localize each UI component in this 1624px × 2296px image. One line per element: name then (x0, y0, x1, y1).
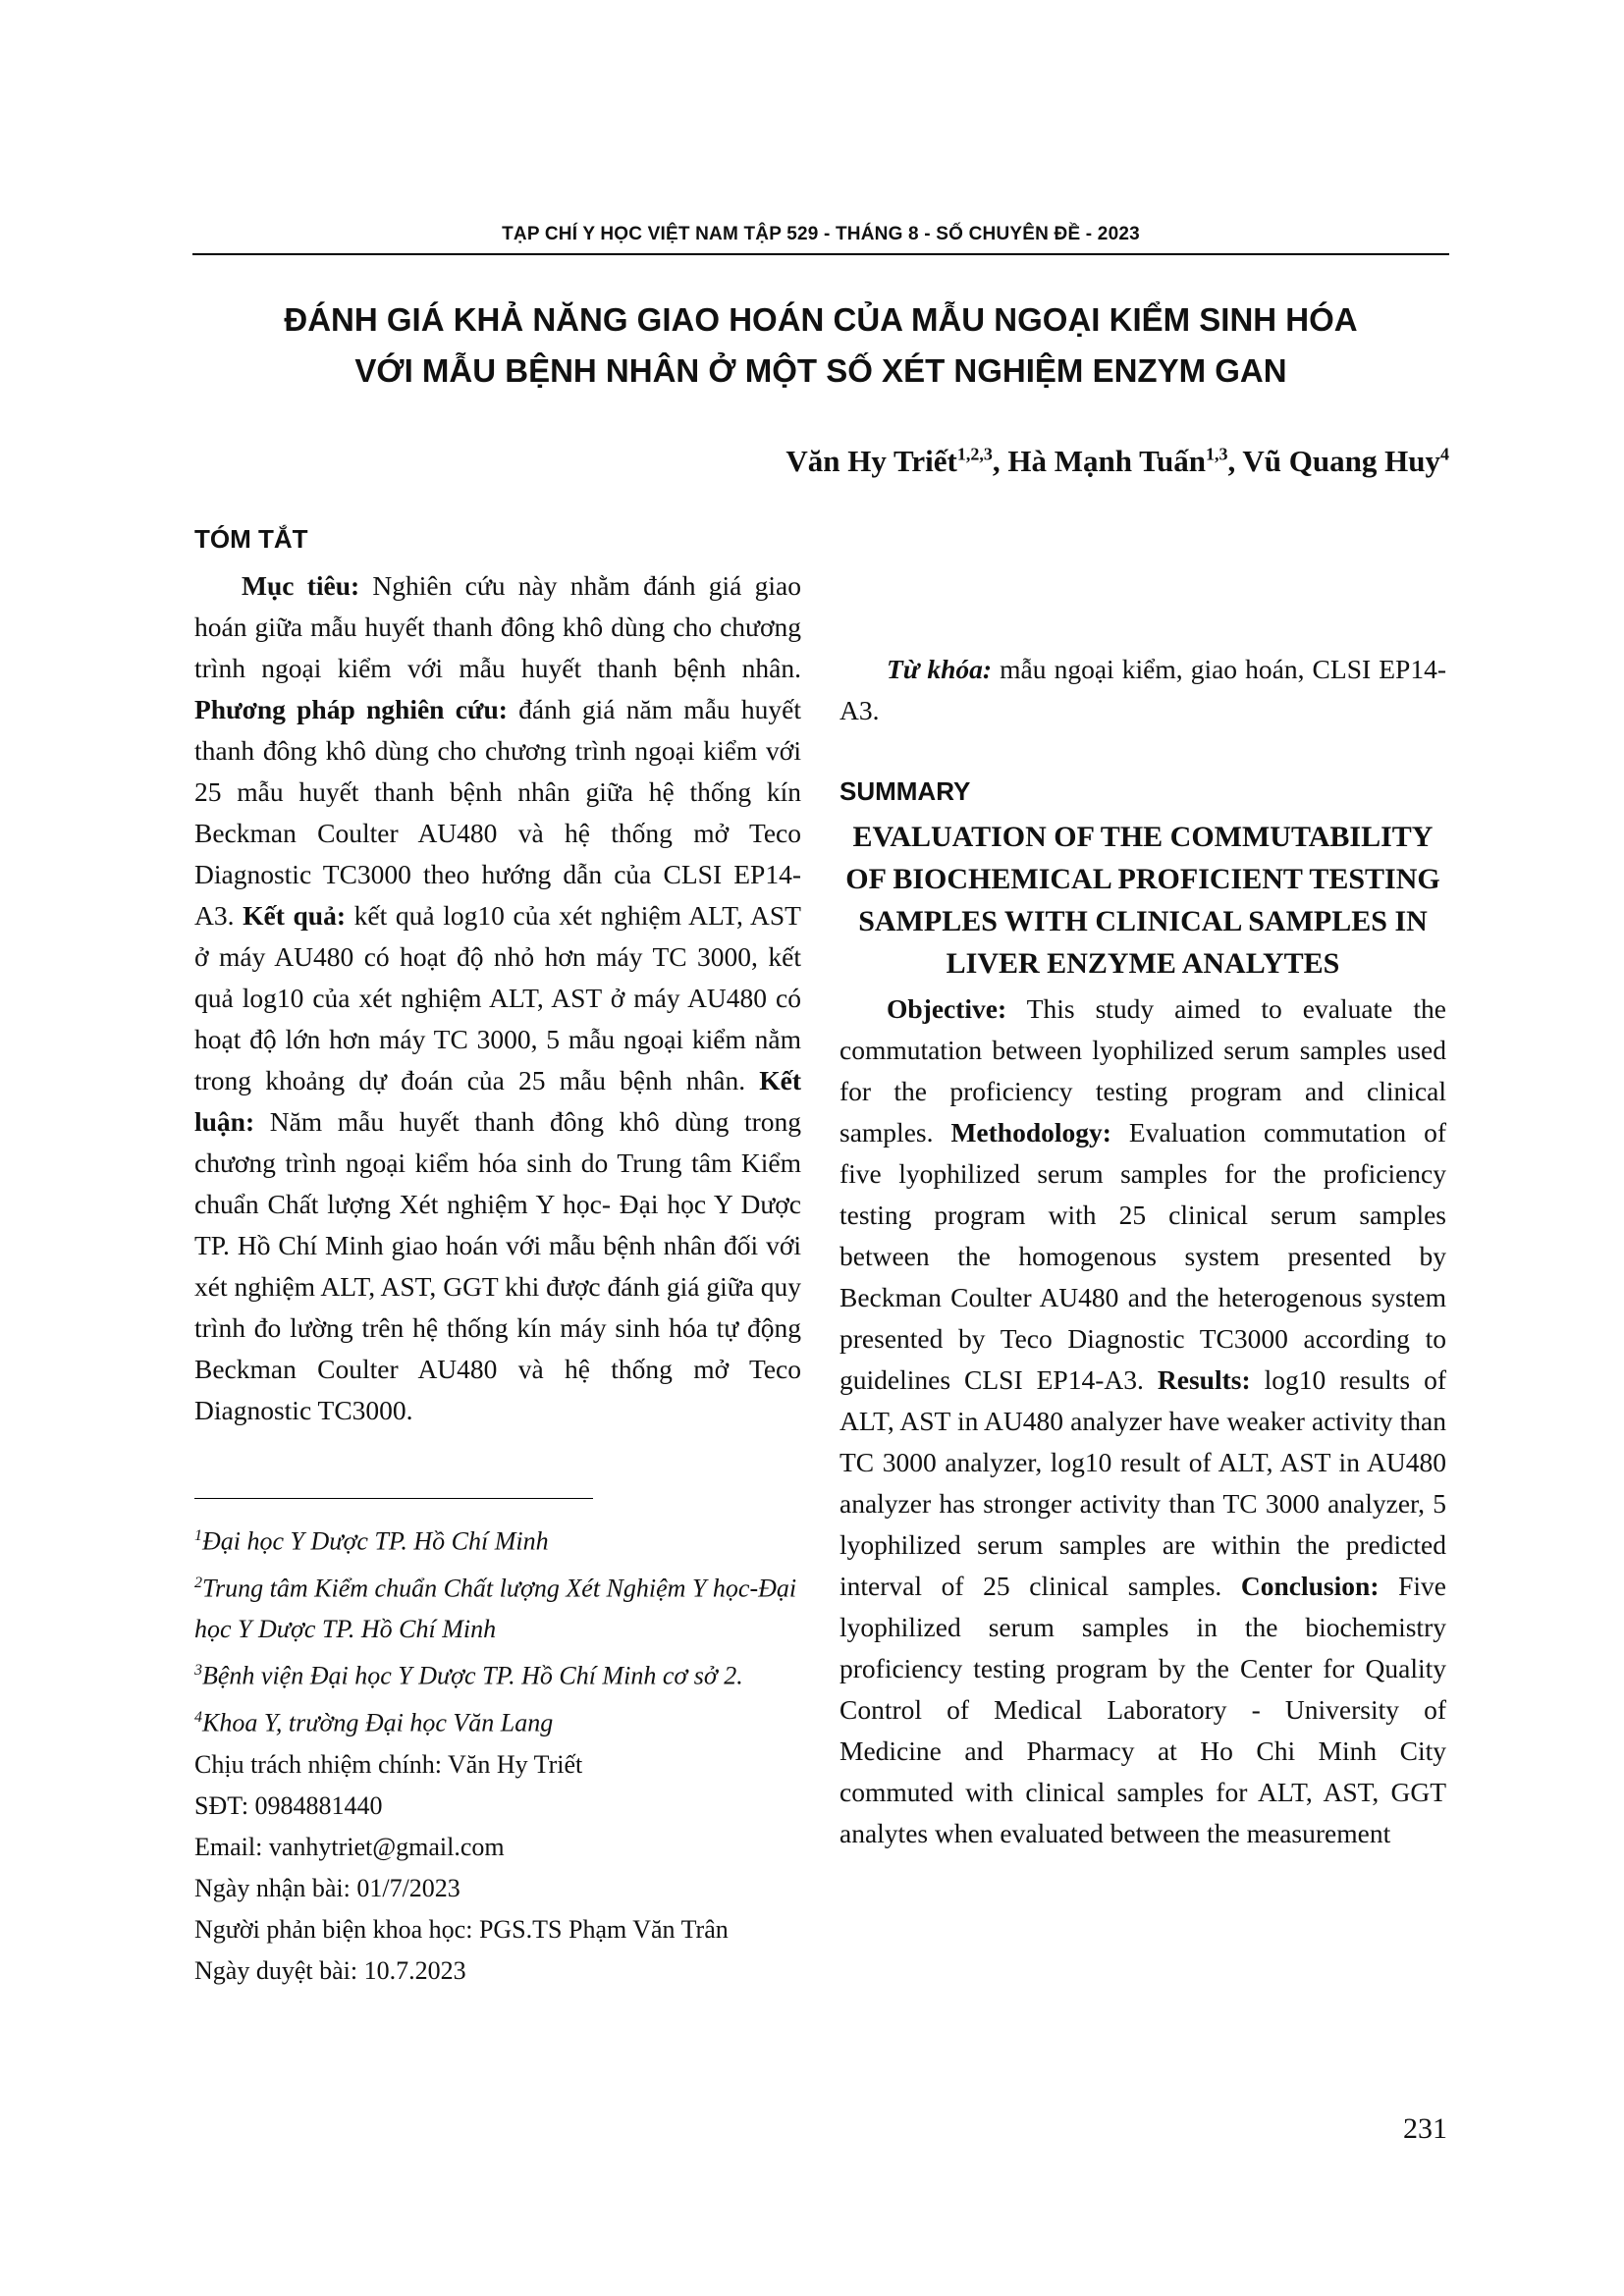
journal-header: TẠP CHÍ Y HỌC VIỆT NAM TẬP 529 - THÁNG 8 - SỐ CHUYÊN ĐỀ - 2023 (502, 224, 1140, 244)
reviewer: Người phản biện khoa học: PGS.TS Phạm Văn Trân (194, 1914, 729, 1944)
phone: SĐT: 0984881440 (194, 1790, 383, 1820)
email: Email: vanhytriet@gmail.com (194, 1832, 505, 1861)
author-1: Văn Hy Triết$^{1,2,3}$, (785, 444, 1008, 478)
title-line-1: ĐÁNH GIÁ KHẢ NĂNG GIAO HOÁN CỦA MẪU NGOẠI KIỂM SINH HÓA (284, 301, 1358, 338)
received-date: Ngày nhận bài: 01/7/2023 (194, 1873, 460, 1902)
header-rule (192, 253, 1449, 255)
affiliation-3: $^3$Bệnh viện Đại học Y Dược TP. Hồ Chí Minh cơ sở 2. (194, 1661, 743, 1690)
author-3: Vũ Quang Huy$^4$ (1242, 444, 1449, 478)
affiliation-1: $^1$Đại học Y Dược TP. Hồ Chí Minh (194, 1526, 549, 1556)
summary-body: Objective: This study aimed to evaluate the commutation between lyophilized serum samples used for the proficiency testing program and clinical samples. Methodology: Evaluation commutation of five lyophilized serum samples for the proficiency testing program with 25 clinical serum samples between the homogenous system presented by Beckman Coulter AU480 and the heterogenous system presented by Teco Diagnostic TC3000 according to guidelines CLSI EP14-A3. Results: log10 results of ALT, AST in AU480 analyzer have weaker activity than TC 3000 analyzer, log10 result of ALT, AST in AU480 analyzer has stronger activity than TC 3000 analyzer, 5 lyophilized serum samples are within the predicted interval of 25 clinical samples. Conclusion: Five lyophilized serum samples in the biochemistry proficiency testing program by the Center for Quality Control of Medical Laboratory - University of Medicine and Pharmacy at Ho Chi Minh City commuted with clinical samples for ALT, AST, GGT analytes when evaluated between the measurement (839, 993, 1446, 1848)
affiliation-2: $^2$Trung tâm Kiểm chuẩn Chất lượng Xét Nghiệm Y học-Đại học Y Dược TP. Hồ Chí Minh (194, 1574, 797, 1644)
corresponding-author: Chịu trách nhiệm chính: Văn Hy Triết (194, 1749, 583, 1779)
title-line-2: VỚI MẪU BỆNH NHÂN Ở MỘT SỐ XÉT NGHIỆM ENZYM GAN (354, 352, 1287, 389)
left-column (194, 518, 801, 1431)
tom-tat-heading: TÓM TẮT (194, 524, 308, 554)
affiliation-4: $^4$Khoa Y, trường Đại học Văn Lang (194, 1708, 554, 1737)
keywords: Từ khóa: mẫu ngoại kiểm, giao hoán, CLSI EP14-A3. (839, 654, 1446, 725)
article-title (192, 294, 1449, 397)
summary-title: EVALUATION OF THE COMMUTABILITY OF BIOCHEMICAL PROFICIENT TESTING SAMPLES WITH CLINICAL SAMPLES IN LIVER ENZYME ANALYTES (845, 821, 1440, 980)
tom-tat-body: Mục tiêu: Nghiên cứu này nhằm đánh giá giao hoán giữa mẫu huyết thanh đông khô dùng cho chương trình ngoại kiểm với mẫu huyết thanh bệnh nhân. Phương pháp nghiên cứu: đánh giá năm mẫu huyết thanh đông khô dùng cho chương trình ngoại kiểm với 25 mẫu huyết thanh bệnh nhân giữa hệ thống kín Beckman Coulter AU480 và hệ thống mở Teco Diagnostic TC3000 theo hướng dẫn của CLSI EP14-A3. Kết quả: kết quả log10 của xét nghiệm ALT, AST ở máy AU480 có hoạt độ nhỏ hơn máy TC 3000, kết quả log10 của xét nghiệm ALT, AST ở máy AU480 có hoạt độ lớn hơn máy TC 3000, 5 mẫu ngoại kiểm nằm trong khoảng dự đoán của 25 mẫu bệnh nhân. Kết luận: Năm mẫu huyết thanh đông khô dùng trong chương trình ngoại kiểm hóa sinh do Trung tâm Kiểm chuẩn Chất lượng Xét nghiệm Y học- Đại học Y Dược TP. Hồ Chí Minh giao hoán với mẫu bệnh nhân đối với xét nghiệm ALT, AST, GGT khi được đánh giá giữa quy trình đo lường trên hệ thống kín máy sinh hóa tự động Beckman Coulter AU480 và hệ thống mở Teco Diagnostic TC3000. (194, 570, 802, 1425)
summary-heading: SUMMARY (839, 776, 971, 806)
page-number: 231 (1403, 2112, 1447, 2145)
authors (785, 444, 1449, 479)
author-2: Hà Mạnh Tuấn$^{1,3}$, (1007, 444, 1243, 478)
footnote-rule (194, 1498, 593, 1499)
accepted-date: Ngày duyệt bài: 10.7.2023 (194, 1955, 466, 1985)
footnotes (194, 1516, 823, 1992)
right-column (839, 525, 1446, 1854)
